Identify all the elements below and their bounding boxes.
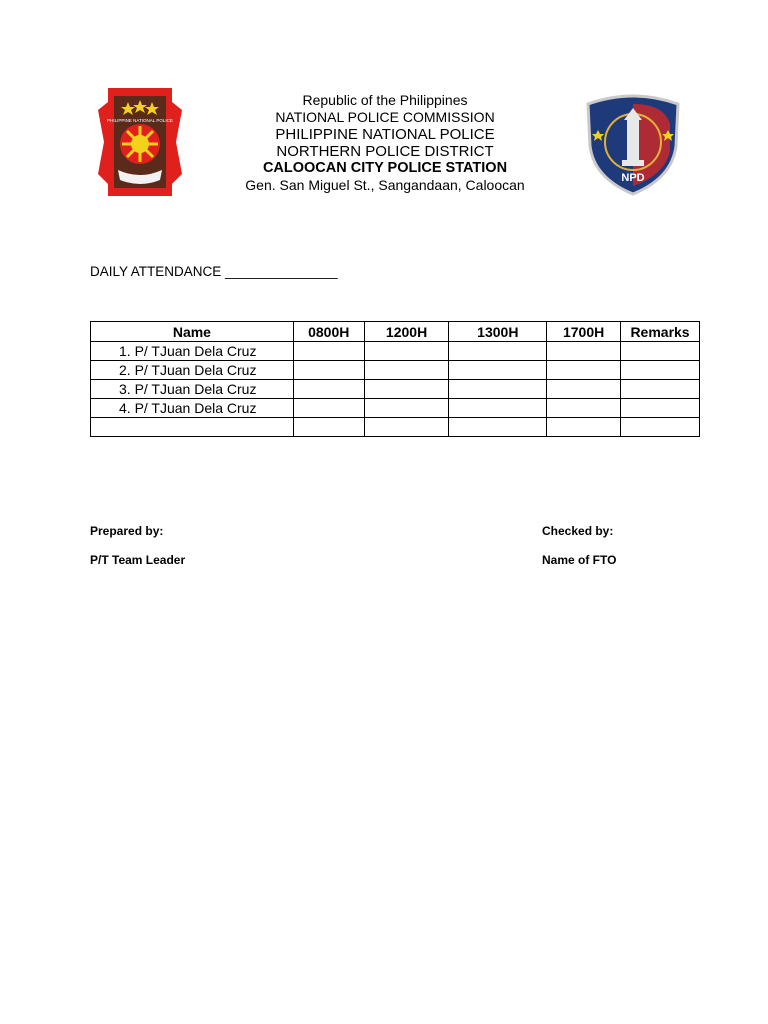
cell-remarks[interactable] [621,399,700,418]
cell-1300h[interactable] [449,380,547,399]
cell-0800h[interactable] [293,342,364,361]
daily-attendance-label: DAILY ATTENDANCE _______________ [90,264,338,279]
cell-remarks[interactable] [621,342,700,361]
header-napolcom: NATIONAL POLICE COMMISSION [275,109,495,125]
cell-1700h[interactable] [547,342,621,361]
cell-1200h[interactable] [364,418,449,437]
row-name: 4. P/ TJuan Dela Cruz [91,399,294,418]
cell-1200h[interactable] [364,361,449,380]
cell-0800h[interactable] [293,380,364,399]
cell-remarks[interactable] [621,361,700,380]
cell-1300h[interactable] [449,361,547,380]
table-row [91,380,700,399]
table-row [91,342,700,361]
col-header-1700h: 1700H [547,322,621,342]
npd-logo [584,94,682,196]
table-row [91,399,700,418]
header-district: NORTHERN POLICE DISTRICT [276,143,494,160]
attendance-table [90,321,700,437]
header-republic: Republic of the Philippines [302,92,468,108]
pnp-logo [98,88,182,196]
cell-0800h[interactable] [293,399,364,418]
cell-1300h[interactable] [449,418,547,437]
col-header-1200h: 1200H [364,322,449,342]
row-name[interactable] [91,418,294,437]
letterhead [200,92,570,194]
checked-by-label: Checked by: [542,524,614,538]
cell-1300h[interactable] [449,399,547,418]
table-row [91,418,700,437]
cell-1700h[interactable] [547,418,621,437]
row-name: 1. P/ TJuan Dela Cruz [91,342,294,361]
row-name: 2. P/ TJuan Dela Cruz [91,361,294,380]
checked-by-name: Name of FTO [542,553,617,567]
cell-0800h[interactable] [293,361,364,380]
col-header-0800h: 0800H [293,322,364,342]
cell-1200h[interactable] [364,342,449,361]
header-pnp: PHILIPPINE NATIONAL POLICE [275,126,495,143]
header-station: CALOOCAN CITY POLICE STATION [262,160,508,176]
cell-1700h[interactable] [547,361,621,380]
prepared-by-label: Prepared by: [90,524,164,538]
table-header-row [91,322,700,342]
cell-remarks[interactable] [621,380,700,399]
row-name: 3. P/ TJuan Dela Cruz [91,380,294,399]
cell-0800h[interactable] [293,418,364,437]
prepared-by-name: P/T Team Leader [90,553,186,567]
cell-1700h[interactable] [547,380,621,399]
cell-1300h[interactable] [449,342,547,361]
col-header-name: Name [91,322,294,342]
cell-remarks[interactable] [621,418,700,437]
col-header-remarks: Remarks [621,322,700,342]
table-row [91,361,700,380]
cell-1200h[interactable] [364,399,449,418]
header-address: Gen. San Miguel St., Sangandaan, Caloocan [245,177,525,193]
cell-1200h[interactable] [364,380,449,399]
svg-text:NPD: NPD [621,172,645,184]
col-header-1300h: 1300H [449,322,547,342]
cell-1700h[interactable] [547,399,621,418]
svg-text:PHILIPPINE NATIONAL POLICE: PHILIPPINE NATIONAL POLICE [107,118,173,123]
